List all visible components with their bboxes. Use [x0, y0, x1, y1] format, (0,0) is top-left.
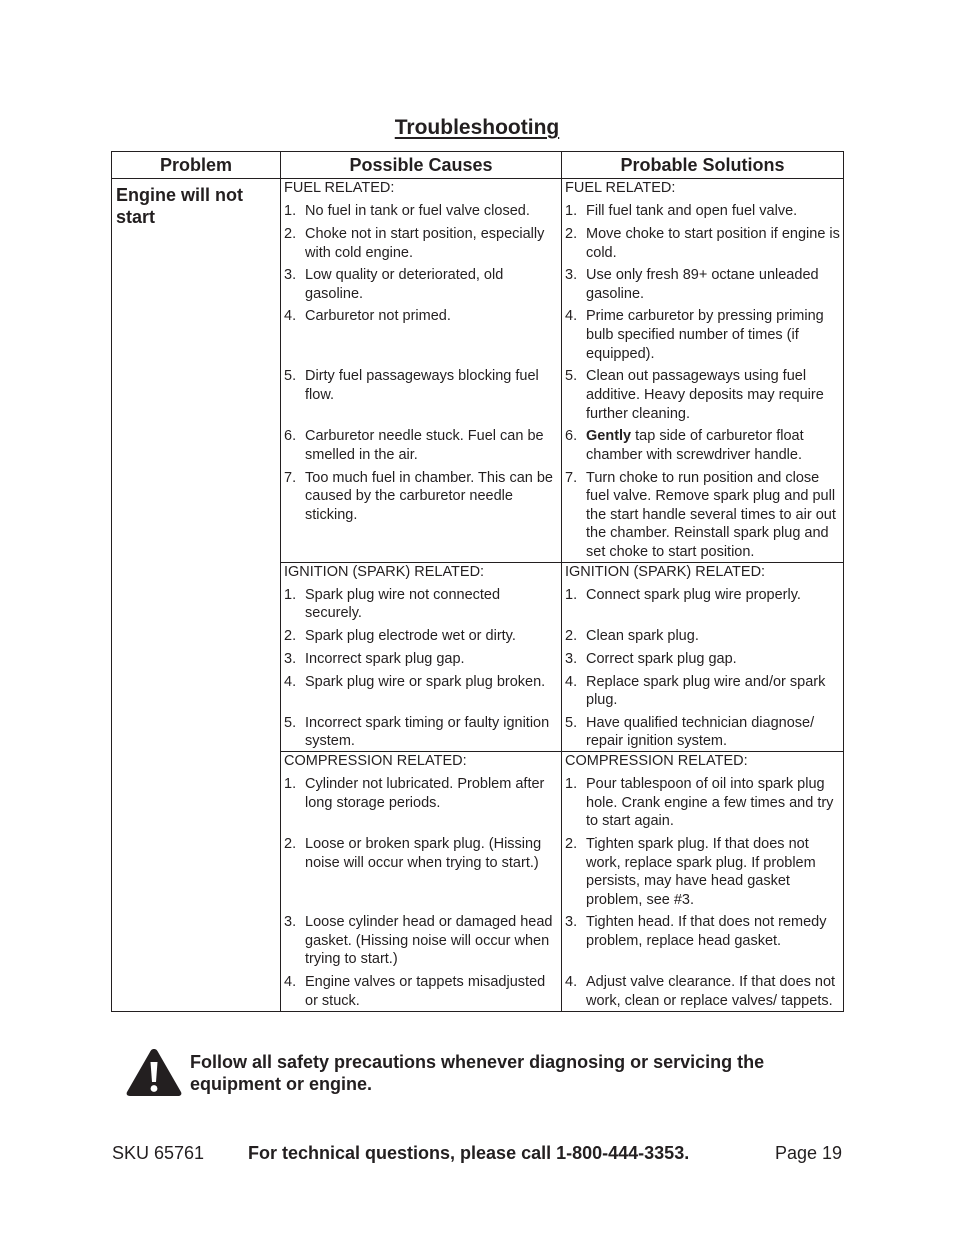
cause-list-item — [284, 266, 559, 303]
table-section-row — [112, 179, 844, 563]
cause-list — [284, 775, 559, 1010]
cause-text: Spark plug wire not connected securely. — [305, 586, 501, 622]
cause-list-item — [284, 586, 559, 623]
cause-section-cell — [281, 562, 562, 751]
solution-text: Turn choke to run position and close fuel valve. Remove spark plug and pull the start handle several times to air out the chamber. Reinstall spark plug and set choke to start position. — [586, 469, 836, 560]
item-number: 7. — [565, 469, 578, 486]
solution-list-item — [565, 367, 841, 423]
solution-list — [565, 775, 841, 1011]
item-number: 3. — [284, 650, 297, 667]
solution-list-item — [565, 775, 841, 831]
item-number: 2. — [284, 835, 297, 852]
solution-text: Replace spark plug wire and/or spark plug. — [586, 673, 826, 709]
cause-list-item — [284, 202, 559, 221]
solution-list-item — [565, 225, 841, 262]
cause-list-item — [284, 650, 559, 669]
safety-warning-text: Follow all safety precautions whenever diagnosing or servicing the equipment or engine. — [190, 1052, 765, 1094]
item-number: 3. — [565, 650, 578, 667]
item-number: 6. — [284, 428, 297, 445]
item-number: 2. — [565, 627, 578, 644]
solution-text: Clean out passageways using fuel additive. Heavy deposits may require further cleaning. — [586, 368, 824, 422]
table-header-row — [112, 152, 844, 179]
cause-text: Spark plug wire or spark plug broken. — [305, 673, 546, 690]
solution-text: Adjust valve clearance. If that does not work, clean or replace valves/ tappets. — [586, 974, 836, 1009]
cause-list-item — [284, 913, 559, 969]
item-number: 1. — [284, 203, 297, 219]
cause-section-cell — [281, 179, 562, 563]
cause-text: Loose cylinder head or damaged head gasket. (Hissing noise will occur when trying to start.) — [305, 913, 553, 968]
cause-text: Low quality or deteriorated, old gasoline. — [305, 267, 504, 302]
solution-list-item — [565, 714, 841, 751]
item-number: 2. — [284, 226, 297, 242]
page-title: Troubleshooting — [394, 116, 560, 139]
solution-text: Pour tablespoon of oil into spark plug hole. Crank engine a few times and try to start again. — [586, 775, 834, 830]
solution-list — [565, 586, 841, 751]
solution-list-item — [565, 913, 841, 969]
item-number: 3. — [284, 267, 297, 284]
cause-list-item — [284, 469, 559, 562]
cause-list-item — [284, 835, 559, 909]
cause-text: Too much fuel in chamber. This can be caused by the carburetor needle sticking. — [305, 469, 553, 523]
solution-section-cell — [562, 751, 844, 1011]
solution-list-item — [565, 307, 841, 363]
cause-text: Cylinder not lubricated. Problem after long storage periods. — [305, 775, 545, 811]
item-number: 4. — [284, 308, 297, 325]
solution-section-header: FUEL RELATED: — [565, 180, 676, 196]
cause-list — [284, 202, 559, 562]
solution-text: Clean spark plug. — [586, 627, 699, 644]
cause-text: Dirty fuel passageways blocking fuel flow. — [305, 368, 539, 403]
item-number: 4. — [284, 973, 297, 990]
item-number: 3. — [565, 267, 578, 284]
item-number: 2. — [565, 835, 578, 852]
cause-text: Spark plug electrode wet or dirty. — [305, 627, 516, 644]
footer-page-number: Page 19 — [774, 1143, 842, 1163]
cause-list-item — [284, 427, 559, 464]
solution-list-item — [565, 427, 841, 464]
item-number: 4. — [565, 673, 578, 690]
item-number: 1. — [284, 586, 297, 603]
solution-list-item — [565, 627, 841, 646]
solution-list-item — [565, 202, 841, 221]
solution-text: Use only fresh 89+ octane unleaded gasoline. — [586, 267, 819, 302]
solution-text — [586, 427, 841, 464]
cause-list-item — [284, 714, 559, 751]
cause-text: Carburetor needle stuck. Fuel can be smelled in the air. — [305, 428, 544, 463]
item-number: 2. — [565, 226, 578, 242]
cause-text: Incorrect spark plug gap. — [305, 650, 465, 667]
cause-list-item — [284, 307, 559, 363]
item-number: 1. — [284, 775, 297, 792]
solution-list-item — [565, 835, 841, 909]
item-number: 2. — [284, 627, 297, 644]
cause-list — [284, 586, 559, 751]
cause-section-header: COMPRESSION RELATED: — [284, 752, 467, 769]
cause-list-item — [284, 973, 559, 1010]
cause-text: Engine valves or tappets misadjusted or stuck. — [305, 973, 546, 1009]
warning-triangle-icon — [125, 1047, 183, 1097]
solution-list-item — [565, 973, 841, 1010]
solution-list-item — [565, 586, 841, 623]
item-number: 1. — [565, 203, 578, 219]
cause-text: Incorrect spark timing or faulty ignition system. — [305, 714, 550, 750]
item-number: 5. — [284, 714, 297, 731]
solution-list-item — [565, 266, 841, 303]
solution-text: Connect spark plug wire properly. — [586, 586, 801, 603]
cause-text: No fuel in tank or fuel valve closed. — [305, 203, 530, 219]
footer-sku: SKU 65761 — [112, 1143, 205, 1163]
solution-list-item — [565, 650, 841, 669]
item-number: 1. — [565, 586, 578, 603]
header-probable-solutions: Probable Solutions — [562, 152, 844, 179]
cause-list-item — [284, 673, 559, 710]
footer-tech-support: For technical questions, please call 1-800-444-3353. — [248, 1143, 690, 1163]
solution-emphasis: Gently — [586, 428, 632, 445]
item-number: 5. — [284, 368, 297, 385]
item-number: 6. — [565, 428, 578, 445]
solution-text: Tighten head. If that does not remedy problem, replace head gasket. — [586, 914, 827, 949]
cause-text: Carburetor not primed. — [305, 308, 451, 325]
solution-text: Correct spark plug gap. — [586, 650, 737, 667]
solution-section-cell — [562, 179, 844, 563]
problem-cell: Engine will not start — [112, 179, 281, 1012]
item-number: 5. — [565, 714, 578, 731]
header-possible-causes: Possible Causes — [281, 152, 562, 179]
item-number: 4. — [284, 673, 297, 690]
cause-list-item — [284, 627, 559, 646]
cause-section-cell — [281, 751, 562, 1011]
cause-section-header: FUEL RELATED: — [284, 180, 395, 196]
solution-section-header: COMPRESSION RELATED: — [565, 752, 748, 769]
cause-section-header: IGNITION (SPARK) RELATED: — [284, 563, 485, 580]
solution-text: Have qualified technician diagnose/ repair ignition system. — [586, 714, 815, 750]
item-number: 4. — [565, 974, 578, 991]
cause-list-item — [284, 775, 559, 831]
cause-list-item — [284, 367, 559, 423]
solution-section-header: IGNITION (SPARK) RELATED: — [565, 563, 766, 580]
solution-text: Move choke to start position if engine is cold. — [586, 226, 840, 261]
solution-section-cell — [562, 562, 844, 751]
solution-text: Tighten spark plug. If that does not work, replace spark plug. If problem persists, may have head gasket problem, see #3. — [586, 835, 816, 908]
solution-remainder: tap side of carburetor float chamber with screwdriver handle. — [586, 428, 804, 463]
item-number: 5. — [565, 368, 578, 385]
troubleshooting-table — [111, 151, 844, 1012]
cause-list-item — [284, 225, 559, 262]
item-number: 3. — [284, 913, 297, 930]
cause-text: Loose or broken spark plug. (Hissing noise will occur when trying to start.) — [305, 835, 542, 871]
item-number: 3. — [565, 914, 578, 931]
item-number: 1. — [565, 775, 578, 792]
solution-text: Fill fuel tank and open fuel valve. — [586, 203, 798, 219]
item-number: 7. — [284, 469, 297, 486]
solution-text: Prime carburetor by pressing priming bulb specified number of times (if equipped). — [586, 308, 824, 362]
header-problem: Problem — [112, 152, 281, 179]
solution-list-item — [565, 673, 841, 710]
solution-list — [565, 202, 841, 562]
item-number: 4. — [565, 308, 578, 325]
solution-list-item — [565, 469, 841, 562]
cause-text: Choke not in start position, especially with cold engine. — [305, 226, 545, 261]
